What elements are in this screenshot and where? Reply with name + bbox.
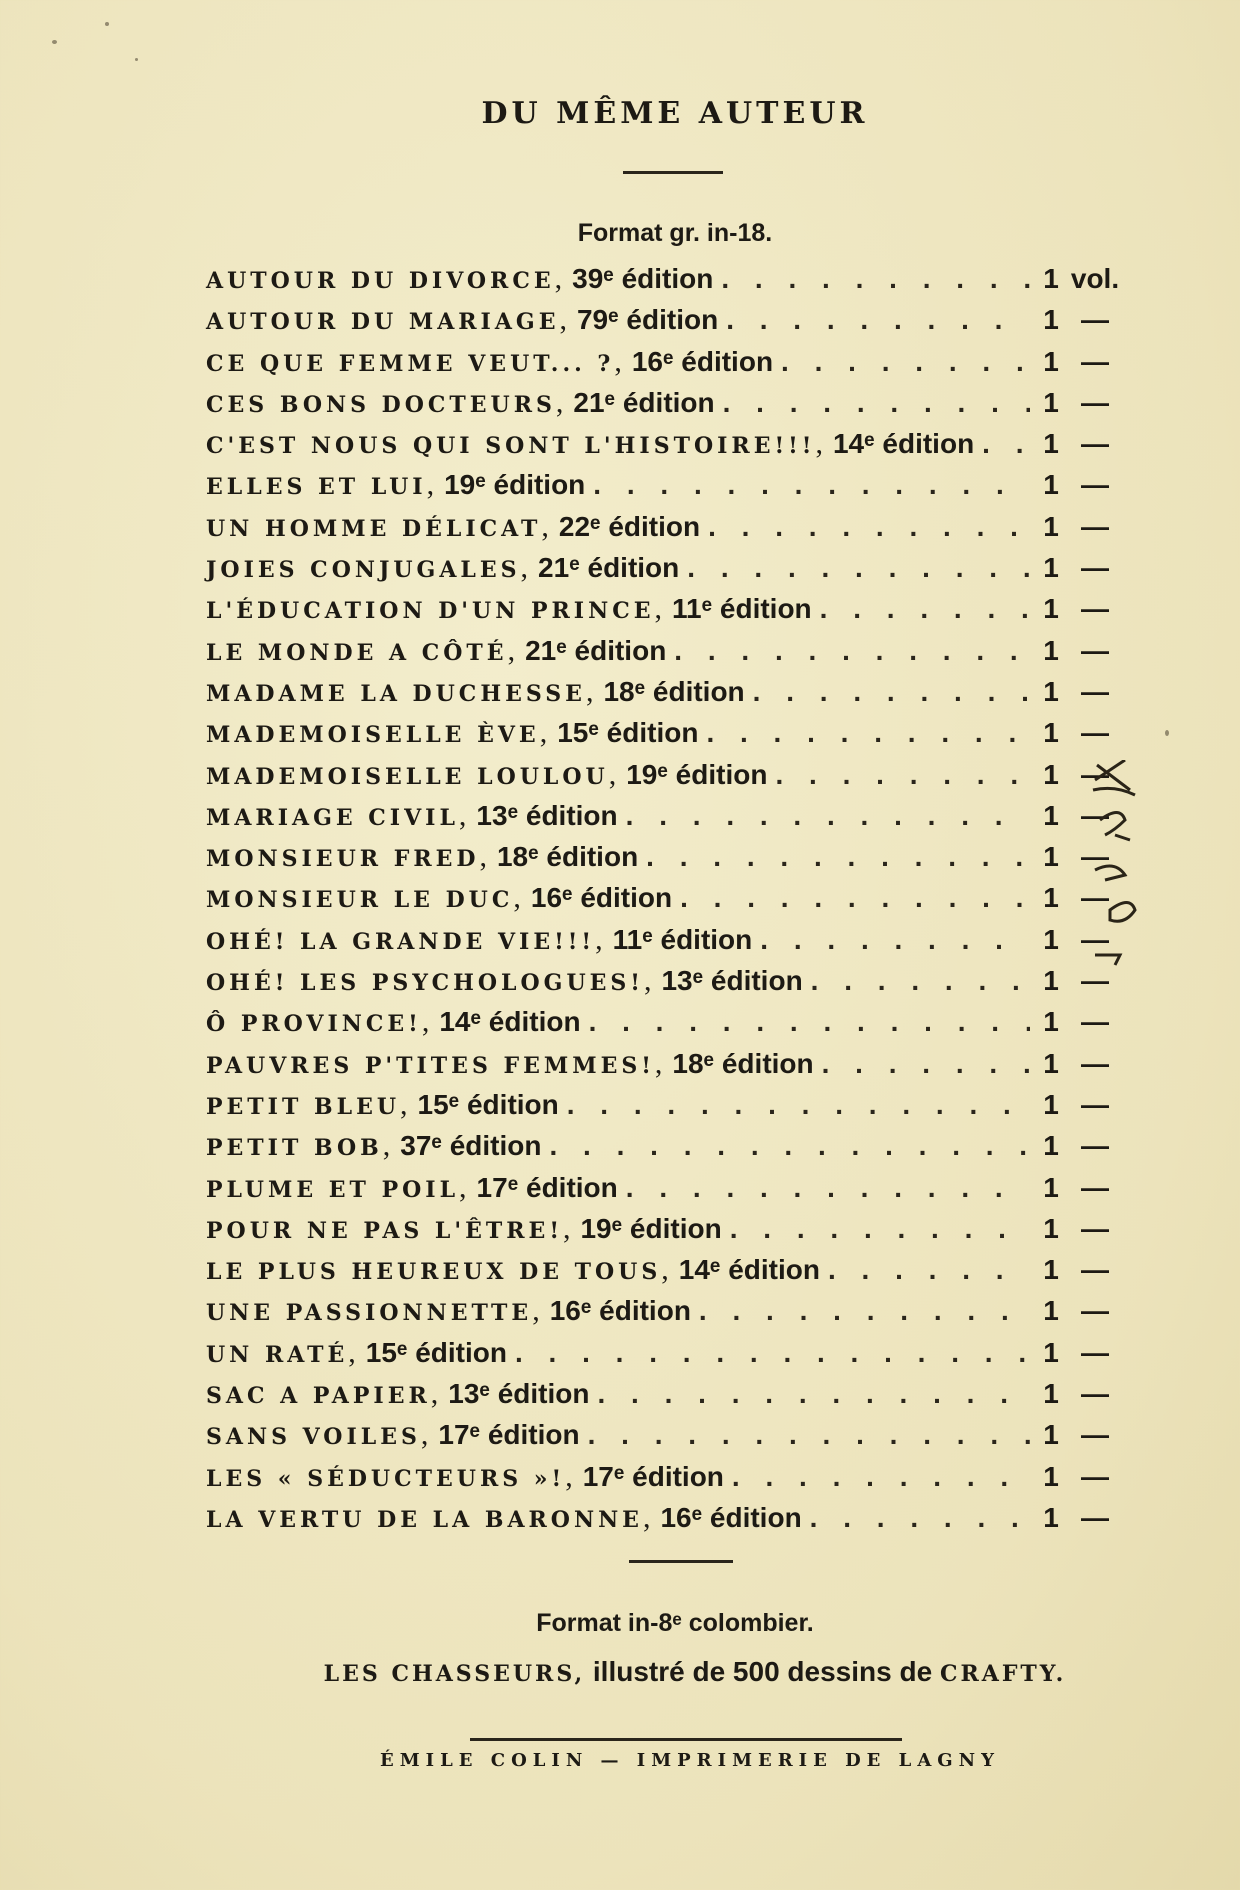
book-entry bbox=[206, 1005, 1126, 1046]
book-edition: 16ᵉ édition bbox=[660, 1501, 802, 1533]
dot-leader bbox=[708, 511, 1030, 543]
volume-count: 1 bbox=[1043, 552, 1059, 584]
volume-count: 1 bbox=[1043, 923, 1059, 955]
book-edition: 39ᵉ édition bbox=[572, 263, 714, 294]
paper-speck bbox=[52, 40, 57, 44]
title-separator: , bbox=[643, 964, 652, 998]
volume-unit: — bbox=[1081, 882, 1109, 914]
title-separator: , bbox=[479, 840, 487, 874]
dot-leader bbox=[828, 1254, 1030, 1286]
book-entry bbox=[206, 634, 1126, 675]
book-edition: 15ᵉ édition bbox=[557, 717, 699, 749]
volume-count: 1 bbox=[1043, 1171, 1059, 1203]
volume-unit: — bbox=[1081, 510, 1109, 542]
volume-unit: — bbox=[1081, 1419, 1109, 1451]
title-separator: , bbox=[661, 1253, 669, 1287]
volume-count: 1 bbox=[1043, 386, 1059, 418]
book-entry bbox=[206, 1253, 1126, 1294]
book-title: SANS VOILES bbox=[206, 1424, 421, 1451]
book-entry bbox=[206, 262, 1126, 303]
dot-leader bbox=[515, 1337, 1030, 1369]
volume-count: 1 bbox=[1043, 593, 1059, 625]
book-title: MADEMOISELLE LOULOU bbox=[206, 763, 609, 790]
title-separator: , bbox=[507, 633, 516, 667]
volume-unit: — bbox=[1081, 304, 1109, 336]
title-separator: , bbox=[382, 1129, 391, 1163]
book-title: SAC A PAPIER bbox=[206, 1383, 431, 1410]
book-title: MADAME LA DUCHESSE bbox=[206, 680, 586, 707]
title-separator: , bbox=[348, 1335, 356, 1369]
title-separator: , bbox=[539, 716, 548, 750]
dot-leader bbox=[810, 1502, 1030, 1534]
book-title: CES BONS DOCTEURS bbox=[206, 391, 556, 418]
book-title: PLUME ET POIL bbox=[206, 1176, 460, 1203]
volume-unit: — bbox=[1081, 593, 1109, 625]
title-separator: , bbox=[614, 344, 622, 378]
volume-unit: — bbox=[1081, 1006, 1109, 1038]
book-edition: 19ᵉ édition bbox=[444, 469, 586, 501]
volume-unit: — bbox=[1081, 1088, 1109, 1120]
dot-leader bbox=[687, 552, 1030, 584]
book-edition: 21ᵉ édition bbox=[525, 634, 667, 666]
volume-count: 1 bbox=[1043, 510, 1059, 542]
volume-count: 1 bbox=[1043, 841, 1059, 873]
footer-rule bbox=[470, 1738, 902, 1741]
title-separator: , bbox=[654, 592, 662, 626]
title-separator: , bbox=[421, 1005, 430, 1039]
book-edition: 16ᵉ édition bbox=[549, 1295, 691, 1327]
book-edition: 37ᵉ édition bbox=[400, 1130, 542, 1162]
volume-count: 1 bbox=[1043, 1254, 1059, 1286]
title-separator: , bbox=[555, 385, 564, 419]
book-title: JOIES CONJUGALES bbox=[206, 557, 521, 584]
volume-count: 1 bbox=[1043, 345, 1059, 377]
dot-leader bbox=[726, 304, 1030, 336]
book-entry bbox=[206, 1171, 1126, 1212]
title-separator: , bbox=[430, 1377, 439, 1411]
book-title: MONSIEUR LE DUC bbox=[206, 887, 514, 914]
book-entry bbox=[206, 592, 1126, 633]
book-entry bbox=[206, 510, 1126, 551]
book-title: LE PLUS HEUREUX DE TOUS bbox=[206, 1259, 662, 1286]
book-edition: 18ᵉ édition bbox=[603, 675, 745, 707]
volume-count: 1 bbox=[1043, 1501, 1059, 1533]
title-separator: , bbox=[595, 922, 603, 956]
volume-unit: — bbox=[1081, 1501, 1109, 1533]
title-separator: , bbox=[554, 262, 563, 295]
book-title: C'EST NOUS QUI SONT L'HISTOIRE!!! bbox=[206, 433, 816, 460]
format-primary-label: Format gr. in-18. bbox=[577, 219, 773, 247]
volume-count: 1 bbox=[1043, 469, 1059, 501]
book-edition: 14ᵉ édition bbox=[832, 428, 975, 460]
volume-count: 1 bbox=[1043, 304, 1059, 336]
special-title: LES CHASSEURS, bbox=[323, 1661, 586, 1687]
book-title: LE MONDE A CÔTÉ bbox=[206, 639, 508, 666]
book-title: Ô PROVINCE! bbox=[206, 1011, 422, 1038]
dot-leader bbox=[597, 1378, 1030, 1410]
title-separator: , bbox=[815, 427, 823, 461]
book-entry bbox=[206, 840, 1126, 881]
book-entry bbox=[206, 1336, 1126, 1377]
book-edition: 14ᵉ édition bbox=[678, 1254, 820, 1286]
volume-unit: — bbox=[1081, 1378, 1109, 1410]
book-entry bbox=[206, 1377, 1126, 1418]
title-separator: , bbox=[426, 468, 435, 502]
volume-count: 1 bbox=[1043, 1088, 1059, 1120]
dot-leader bbox=[753, 676, 1030, 708]
volume-count: 1 bbox=[1043, 1336, 1059, 1368]
volume-count: 1 bbox=[1043, 1460, 1059, 1492]
volume-count: 1 bbox=[1043, 675, 1059, 707]
book-title: OHÉ! LES PSYCHOLOGUES! bbox=[206, 970, 644, 997]
dot-leader bbox=[589, 1006, 1030, 1038]
book-edition: 17ᵉ édition bbox=[438, 1419, 580, 1451]
book-entry bbox=[206, 551, 1126, 592]
book-title: UN HOMME DÉLICAT bbox=[206, 515, 542, 542]
book-entry bbox=[206, 303, 1126, 344]
volume-unit: — bbox=[1081, 1336, 1109, 1368]
title-separator: , bbox=[520, 551, 529, 585]
book-entry bbox=[206, 468, 1126, 509]
book-title: LA VERTU DE LA BARONNE bbox=[206, 1506, 643, 1533]
volume-unit: — bbox=[1081, 428, 1109, 460]
format-secondary-label: Format in-8ᵉ colombier. bbox=[536, 1609, 814, 1637]
volume-count: 1 bbox=[1043, 1295, 1059, 1327]
volume-count: 1 bbox=[1043, 1378, 1059, 1410]
volume-unit: — bbox=[1081, 1212, 1109, 1244]
book-entry bbox=[206, 1294, 1126, 1335]
dot-leader bbox=[723, 387, 1030, 419]
volume-unit: — bbox=[1081, 965, 1109, 997]
title-separator: , bbox=[608, 757, 617, 791]
volume-unit: — bbox=[1081, 634, 1109, 666]
paper-speck bbox=[135, 58, 138, 61]
printer-footer: ÉMILE COLIN — IMPRIMERIE DE LAGNY bbox=[380, 1750, 1000, 1771]
book-title: AUTOUR DU MARIAGE bbox=[206, 309, 560, 336]
title-separator: , bbox=[559, 303, 567, 337]
title-separator: , bbox=[420, 1418, 429, 1452]
book-title: CE QUE FEMME VEUT... ? bbox=[206, 350, 615, 377]
dot-leader bbox=[822, 1048, 1030, 1080]
dot-leader bbox=[706, 717, 1030, 749]
book-edition: 21ᵉ édition bbox=[573, 386, 715, 418]
book-title: AUTOUR DU DIVORCE bbox=[206, 268, 555, 294]
book-entry bbox=[206, 386, 1126, 427]
volume-count: 1 bbox=[1043, 263, 1059, 294]
book-edition: 13ᵉ édition bbox=[476, 799, 618, 831]
dot-leader bbox=[781, 346, 1030, 378]
title-separator: , bbox=[642, 1500, 651, 1534]
book-entry bbox=[206, 675, 1126, 716]
book-entry bbox=[206, 716, 1126, 757]
volume-unit: — bbox=[1081, 1460, 1109, 1492]
title-separator: , bbox=[654, 1046, 663, 1080]
book-edition: 18ᵉ édition bbox=[672, 1047, 814, 1079]
dot-leader bbox=[588, 1419, 1030, 1451]
volume-unit: — bbox=[1081, 1295, 1109, 1327]
book-edition: 16ᵉ édition bbox=[631, 345, 774, 377]
volume-count: 1 bbox=[1043, 965, 1059, 997]
volume-count: 1 bbox=[1043, 1419, 1059, 1451]
book-title: MONSIEUR FRED bbox=[206, 846, 480, 873]
volume-unit: — bbox=[1081, 1254, 1109, 1286]
book-entry bbox=[206, 923, 1126, 964]
handwritten-marks bbox=[1085, 760, 1165, 990]
dot-leader bbox=[732, 1461, 1030, 1493]
book-title: MARIAGE CIVIL bbox=[206, 804, 459, 831]
title-separator: , bbox=[513, 881, 521, 915]
book-entry bbox=[206, 1088, 1126, 1129]
volume-count: 1 bbox=[1043, 717, 1059, 749]
title-separator: , bbox=[585, 674, 594, 708]
book-edition: 18ᵉ édition bbox=[496, 841, 639, 873]
book-edition: 17ᵉ édition bbox=[582, 1460, 724, 1492]
page-heading: DU MÊME AUTEUR bbox=[481, 96, 869, 131]
book-edition: 15ᵉ édition bbox=[365, 1336, 507, 1368]
volume-unit: — bbox=[1081, 552, 1109, 584]
volume-unit: — bbox=[1081, 386, 1109, 418]
dot-leader bbox=[593, 469, 1030, 501]
title-separator: , bbox=[459, 1170, 467, 1204]
volume-count: 1 bbox=[1043, 1130, 1059, 1162]
volume-count: 1 bbox=[1043, 634, 1059, 666]
special-description: illustré de 500 dessins de bbox=[592, 1656, 933, 1687]
heading-rule bbox=[623, 171, 723, 174]
book-edition: 13ᵉ édition bbox=[661, 965, 803, 997]
book-edition: 79ᵉ édition bbox=[576, 304, 719, 336]
volume-unit: — bbox=[1081, 799, 1109, 831]
book-title: UN RATÉ bbox=[206, 1341, 349, 1368]
volume-count: 1 bbox=[1043, 799, 1059, 831]
volume-unit: — bbox=[1081, 758, 1109, 790]
book-edition: 16ᵉ édition bbox=[530, 882, 673, 914]
dot-leader bbox=[721, 263, 1030, 295]
dot-leader bbox=[811, 965, 1030, 997]
dot-leader bbox=[626, 1172, 1030, 1204]
book-edition: 19ᵉ édition bbox=[626, 758, 768, 790]
paper-speck bbox=[105, 22, 109, 26]
book-list bbox=[206, 262, 1126, 1542]
volume-unit: — bbox=[1081, 1047, 1109, 1079]
dot-leader bbox=[674, 635, 1030, 667]
book-entry bbox=[206, 1460, 1126, 1501]
paper-speck bbox=[1165, 730, 1169, 736]
dot-leader bbox=[699, 1295, 1030, 1327]
title-separator: , bbox=[541, 509, 549, 543]
book-entry bbox=[206, 964, 1126, 1005]
dot-leader bbox=[982, 428, 1030, 460]
dot-leader bbox=[760, 924, 1030, 956]
volume-unit: — bbox=[1081, 675, 1109, 707]
book-entry bbox=[206, 1047, 1126, 1088]
book-entry bbox=[206, 427, 1126, 468]
title-separator: , bbox=[458, 798, 467, 832]
volume-count: 1 bbox=[1043, 1212, 1059, 1244]
book-title: PAUVRES P'TITES FEMMES! bbox=[206, 1052, 655, 1079]
book-title: UNE PASSIONNETTE bbox=[206, 1300, 533, 1327]
book-entry bbox=[206, 1418, 1126, 1459]
volume-count: 1 bbox=[1043, 1047, 1059, 1079]
book-entry bbox=[206, 1129, 1126, 1170]
volume-count: 1 bbox=[1043, 758, 1059, 790]
book-edition: 21ᵉ édition bbox=[538, 552, 680, 584]
volume-unit: — bbox=[1081, 923, 1109, 955]
volume-count: 1 bbox=[1043, 1006, 1059, 1038]
title-separator: , bbox=[562, 1211, 571, 1245]
book-title: PETIT BOB bbox=[206, 1135, 383, 1162]
book-edition: 13ᵉ édition bbox=[448, 1378, 590, 1410]
title-separator: , bbox=[565, 1459, 573, 1493]
dot-leader bbox=[549, 1130, 1030, 1162]
book-edition: 14ᵉ édition bbox=[439, 1006, 581, 1038]
dot-leader bbox=[820, 593, 1030, 625]
volume-unit: — bbox=[1081, 1171, 1109, 1203]
book-title: LES « SÉDUCTEURS »! bbox=[206, 1465, 566, 1492]
section-rule bbox=[629, 1560, 733, 1563]
title-separator: , bbox=[400, 1087, 408, 1121]
volume-count: 1 bbox=[1043, 882, 1059, 914]
book-edition: 17ᵉ édition bbox=[476, 1171, 618, 1203]
book-entry bbox=[206, 799, 1126, 840]
book-entry bbox=[206, 345, 1126, 386]
special-illustrator: CRAFTY. bbox=[939, 1661, 1067, 1687]
book-title: PETIT BLEU bbox=[206, 1093, 401, 1120]
volume-unit: — bbox=[1081, 469, 1109, 501]
dot-leader bbox=[646, 841, 1030, 873]
volume-count: 1 bbox=[1043, 428, 1059, 460]
volume-unit: — bbox=[1081, 841, 1109, 873]
dot-leader bbox=[680, 882, 1030, 914]
book-entry bbox=[206, 1212, 1126, 1253]
volume-unit: — bbox=[1081, 345, 1109, 377]
special-edition-line bbox=[0, 1656, 1240, 1688]
book-edition: 11ᵉ édition bbox=[671, 593, 812, 625]
volume-unit: — bbox=[1081, 717, 1109, 749]
book-title: ELLES ET LUI bbox=[206, 474, 427, 501]
book-edition: 11ᵉ édition bbox=[612, 923, 753, 955]
volume-unit: — bbox=[1081, 1130, 1109, 1162]
title-separator: , bbox=[532, 1294, 540, 1328]
book-edition: 19ᵉ édition bbox=[580, 1212, 722, 1244]
dot-leader bbox=[775, 759, 1030, 791]
book-entry bbox=[206, 881, 1126, 922]
book-edition: 15ᵉ édition bbox=[417, 1088, 559, 1120]
book-title: MADEMOISELLE ÈVE bbox=[206, 722, 540, 749]
book-entry bbox=[206, 1501, 1126, 1542]
dot-leader bbox=[730, 1213, 1030, 1245]
book-title: OHÉ! LA GRANDE VIE!!! bbox=[206, 928, 596, 955]
book-title: L'ÉDUCATION D'UN PRINCE bbox=[206, 598, 655, 625]
book-entry bbox=[206, 758, 1126, 799]
dot-leader bbox=[626, 800, 1030, 832]
volume-unit: vol. bbox=[1070, 263, 1120, 294]
book-edition: 22ᵉ édition bbox=[558, 510, 701, 542]
dot-leader bbox=[567, 1089, 1030, 1121]
book-title: POUR NE PAS L'ÊTRE! bbox=[206, 1217, 563, 1244]
